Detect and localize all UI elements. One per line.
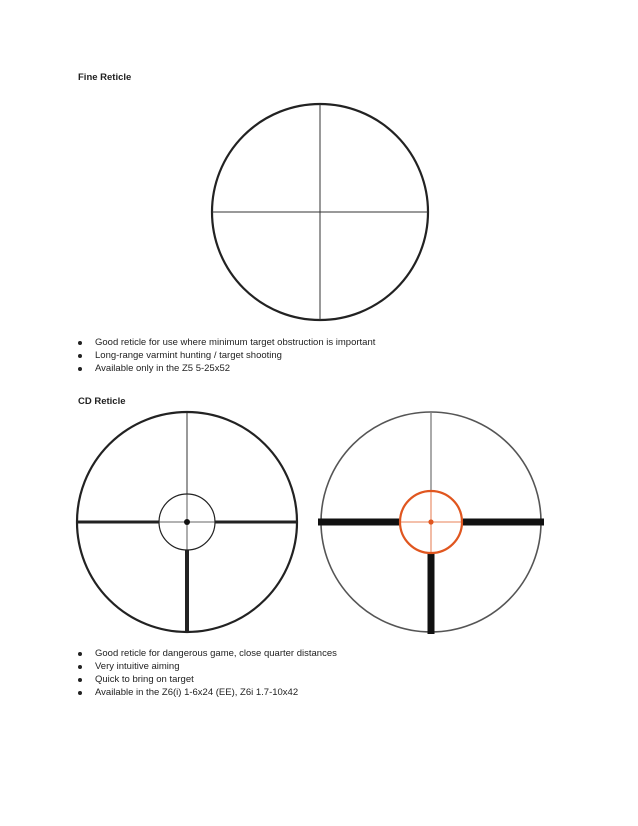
cd-reticle-black-diagram <box>75 412 299 636</box>
list-item: Available only in the Z5 5-25x52 <box>78 362 375 375</box>
cd-center-dot <box>184 519 190 525</box>
section-title-cd-reticle: CD Reticle <box>78 396 126 407</box>
fine-reticle-diagram <box>205 103 435 321</box>
bullet-icon <box>78 341 82 345</box>
list-item: Very intuitive aiming <box>78 660 337 673</box>
bullet-icon <box>78 367 82 371</box>
bullet-icon <box>78 678 82 682</box>
bullet-icon <box>78 691 82 695</box>
cd-reticle-bullet-list <box>78 647 337 699</box>
list-item: Quick to bring on target <box>78 673 337 686</box>
cd-illum-center-dot <box>428 519 433 524</box>
cd-reticle-illuminated-diagram <box>318 412 544 636</box>
list-item: Available in the Z6(i) 1-6x24 (EE), Z6i 1.7-10x42 <box>78 686 337 699</box>
list-item: Good reticle for dangerous game, close quarter distances <box>78 647 337 660</box>
list-item: Good reticle for use where minimum target obstruction is important <box>78 336 375 349</box>
list-item: Long-range varmint hunting / target shooting <box>78 349 375 362</box>
bullet-icon <box>78 652 82 656</box>
bullet-icon <box>78 665 82 669</box>
bullet-icon <box>78 354 82 358</box>
fine-reticle-bullet-list <box>78 336 375 375</box>
section-title-fine-reticle: Fine Reticle <box>78 72 132 83</box>
